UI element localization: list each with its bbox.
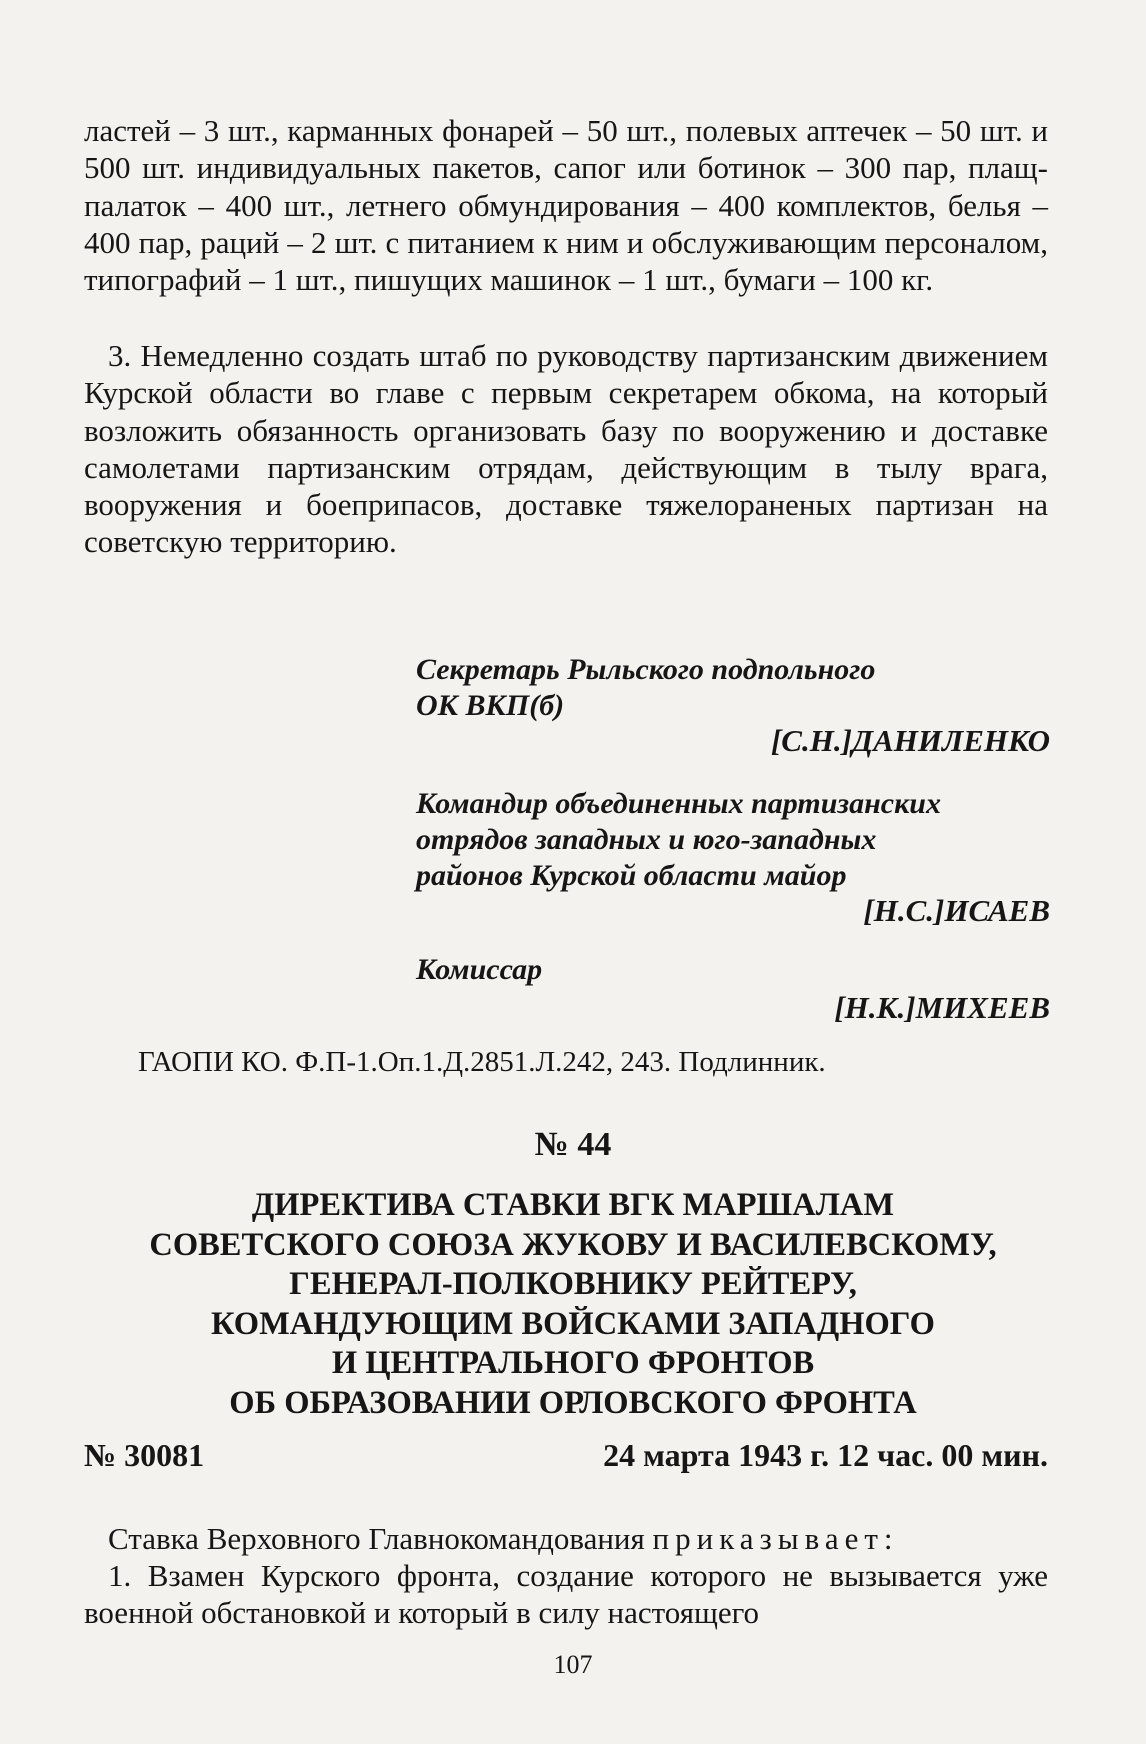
title-line: ГЕНЕРАЛ-ПОЛКОВНИКУ РЕЙТЕРУ, bbox=[289, 1266, 857, 1303]
title-line: ДИРЕКТИВА СТАВКИ ВГК МАРШАЛАМ bbox=[251, 1187, 895, 1223]
directive-date-time: 24 марта 1943 г. 12 час. 00 мин. bbox=[603, 1437, 1048, 1473]
order-intro-line bbox=[108, 1520, 1048, 1557]
order-verb: приказывает: bbox=[652, 1521, 899, 1556]
commissar-name: [Н.К.]МИХЕЕВ bbox=[834, 990, 1050, 1025]
archive-source: ГАОПИ КО. Ф.П-1.Оп.1.Д.2851.Л.242, 243. Подлинник. bbox=[138, 1046, 826, 1078]
directive-number: № 30081 bbox=[84, 1437, 205, 1473]
title-line: ОБ ОБРАЗОВАНИИ ОРЛОВСКОГО ФРОНТА bbox=[229, 1384, 917, 1421]
commander-name: [Н.С.]ИСАЕВ bbox=[863, 893, 1050, 928]
commander-title-line2: отрядов западных и юго-западных bbox=[416, 823, 877, 856]
title-line: И ЦЕНТРАЛЬНОГО ФРОНТОВ bbox=[331, 1345, 815, 1382]
commander-title-line3: районов Курской области майор bbox=[416, 859, 847, 892]
document-number: № 44 bbox=[534, 1126, 612, 1163]
directive-title bbox=[0, 1186, 1146, 1424]
continuation-paragraph: ластей – 3 шт., карманных фонарей – 50 шт., полевых аптечек – 50 шт. и 500 шт. индивидуальных пакетов, сапог или ботинок – 300 пар, плащ-палаток – 400 шт., летнего обмундирования – 400 комплектов, белья – 400 пар, раций – 2 шт. с питанием к ним и обслуживающим персоналом, типографий – 1 шт., пишущих машинок – 1 шт., бумаги – 100 кг. bbox=[84, 113, 1048, 298]
title-line: КОМАНДУЮЩИМ ВОЙСКАМИ ЗАПАДНОГО bbox=[211, 1305, 935, 1342]
secretary-title-line1: Секретарь Рыльского подпольного bbox=[416, 653, 876, 686]
page-number: 107 bbox=[553, 1650, 593, 1679]
secretary-title-line2: ОК ВКП(б) bbox=[416, 689, 565, 722]
title-line: СОВЕТСКОГО СОЮЗА ЖУКОВУ И ВАСИЛЕВСКОМУ, bbox=[149, 1226, 997, 1263]
commander-title-line1: Командир объединенных партизанских bbox=[416, 787, 941, 820]
order-intro: Ставка Верховного Главнокомандования bbox=[108, 1521, 645, 1556]
item-1-paragraph: 1. Взамен Курского фронта, создание которого не вызывается уже военной обстановкой и который в силу настоящего bbox=[84, 1558, 1048, 1631]
secretary-name: [С.Н.]ДАНИЛЕНКО bbox=[770, 723, 1050, 758]
item-3-paragraph: 3. Немедленно создать штаб по руководству партизанским движением Курской области во главе с первым секретарем обкома, на который возложить обязанность организовать базу по вооружению и доставке самолетами партизанским отрядам, действующим в тылу врага, вооружения и боеприпасов, доставке тяжелораненых партизан на советскую территорию. bbox=[84, 338, 1048, 560]
commissar-title: Комиссар bbox=[416, 953, 543, 986]
